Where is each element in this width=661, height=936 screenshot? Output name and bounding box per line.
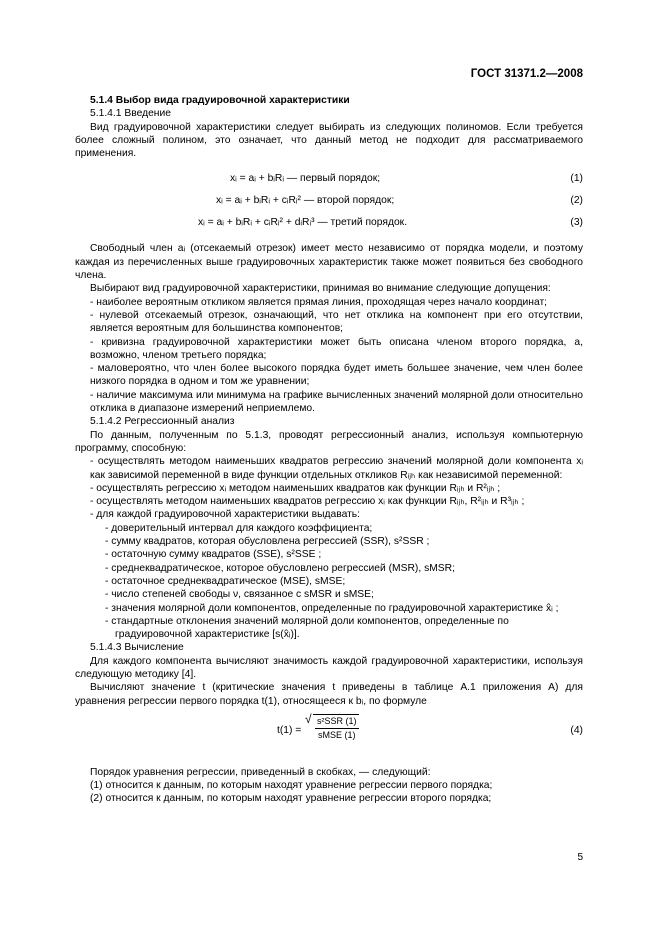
sub-list-item: - среднеквадратическое, которое обусловлено регрессией (MSR), sMSR; (105, 562, 455, 574)
sub-list-item: - остаточную сумму квадратов (SSE), s²SSE ; (105, 549, 322, 561)
paragraph-assumptions: Выбирают вид градуировочной характеристики, принимая во внимание следующие допущения: (90, 283, 551, 295)
list-item: - осуществлять методом наименьших квадратов регрессию значений молярной доли компонента xᵢ как зависимой переменной в виде функции отдельных откликов Rᵢⱼₕ как независимой переменной: (90, 456, 583, 481)
sub-list-item: - остаточное среднеквадратическое (MSE), sMSE; (105, 575, 346, 587)
subsection-heading-5-1-4-1: 5.1.4.1 Введение (90, 108, 171, 120)
equation-3-number: (3) (570, 217, 583, 229)
equation-4-number: (4) (570, 724, 583, 736)
list-item: - осуществлять методом наименьших квадратов регрессию xᵢ как функции Rᵢⱼₕ, R²ᵢⱼₕ и R³ᵢⱼₕ ; (90, 496, 525, 508)
subsection-heading-5-1-4-2: 5.1.4.2 Регрессионный анализ (90, 416, 235, 428)
equation-4 (75, 708, 583, 758)
paragraph-significance: Для каждого компонента вычисляют значимость каждой градуировочной характеристики, используя следующую методику [4]. (75, 655, 583, 680)
paragraph-t-value: Вычисляют значение t (критические значения t приведены в таблице А.1 приложения А) для уравнения регрессии первого порядка t(1), относящееся к bᵢ, по формуле (75, 682, 583, 707)
list-item: - для каждой градуировочной характеристики выдавать: (90, 509, 361, 521)
equation-3-formula: xᵢ = aᵢ + bᵢRᵢ + cᵢRᵢ² + dᵢRᵢ³ — третий порядок. (198, 217, 408, 229)
paragraph-intro: Вид градуировочной характеристики следует выбирать из следующих полиномов. Если требуется более сложный полином, это означает, что данный метод не подходит для рассматриваемого применения. (75, 121, 583, 160)
list-item: - кривизна градуировочной характеристики может быть описана членом второго порядка, а, возможно, членом третьего порядка; (90, 336, 583, 361)
list-item: - наиболее вероятным откликом является прямая линия, проходящая через начало координат; (90, 296, 548, 308)
equation-2 (75, 190, 583, 212)
subsection-heading-5-1-4-3: 5.1.4.3 Вычисление (90, 642, 184, 654)
equation-3 (75, 212, 583, 234)
equation-1 (75, 168, 583, 190)
equation-4-lhs: t(1) = (277, 724, 302, 736)
list-item: - маловероятно, что член более высокого порядка будет иметь большее значение, чем член более низкого порядка в одном и том же уравнении; (90, 363, 583, 388)
equation-4-fraction (315, 715, 359, 743)
paragraph-order: Порядок уравнения регрессии, приведенный в скобках, — следующий: (90, 766, 431, 778)
list-item: - осуществлять регрессию xᵢ методом наименьших квадратов как функции Rᵢⱼₕ и R²ᵢⱼₕ ; (90, 482, 501, 494)
list-item: - наличие максимума или минимума на графике вычисленных значений молярной доли относительно отклика в диапазоне измерений неприемлемо. (90, 389, 583, 415)
page-number: 5 (577, 852, 583, 863)
equation-4-radical (313, 714, 359, 743)
equation-1-number: (1) (570, 173, 583, 185)
standard-header: ГОСТ 31371.2—2008 (470, 68, 583, 80)
sqrt-sign: √ (305, 711, 312, 726)
equation-4-denominator: sMSE (1) (318, 730, 356, 741)
list-item: (1) относится к данным, по которым находят уравнение регрессии первого порядка; (90, 780, 493, 792)
list-item: - нулевой отсекаемый отрезок, означающий, что нет отклика на компонент при его отсутствии, является вероятным для большинства компонентов; (90, 309, 583, 335)
equation-1-formula: xᵢ = aᵢ + bᵢRᵢ — первый порядок; (230, 173, 381, 185)
sub-list-item: - число степеней свободы ν, связанное с sMSR и sMSE; (105, 589, 374, 601)
sub-list-item: - доверительный интервал для каждого коэффициента; (105, 522, 373, 534)
equation-2-number: (2) (570, 195, 583, 207)
equation-2-formula: xᵢ = aᵢ + bᵢRᵢ + cᵢRᵢ² — второй порядок; (216, 195, 395, 207)
sub-list-item: - значения молярной доли компонентов, определенные по градуировочной характеристике x̂ᵢ ; (105, 602, 559, 614)
sub-list-item: - сумму квадратов, которая обусловлена регрессией (SSR), s²SSR ; (105, 536, 430, 548)
paragraph-free-term: Свободный член aᵢ (отсекаемый отрезок) имеет место независимо от порядка модели, и поэтому каждая из перечисленных выше градуировочных характеристик также может появиться без свободного члена. (75, 243, 583, 282)
section-heading-5-1-4: 5.1.4 Выбор вида градуировочной характеристики (90, 95, 350, 106)
document-body (75, 94, 583, 806)
equation-4-numerator: s²SSR (1) (315, 715, 359, 729)
list-item: (2) относится к данным, по которым находят уравнение регрессии второго порядка; (90, 793, 492, 805)
paragraph-regression: По данным, полученным по 5.1.3, проводят регрессионный анализ, используя компьютерную программу, способную: (75, 429, 583, 454)
sub-list-item: - стандартные отклонения значений молярной доли компонентов, определенные по градуировочной характеристике [s(x̂ᵢ)]. (105, 615, 509, 641)
